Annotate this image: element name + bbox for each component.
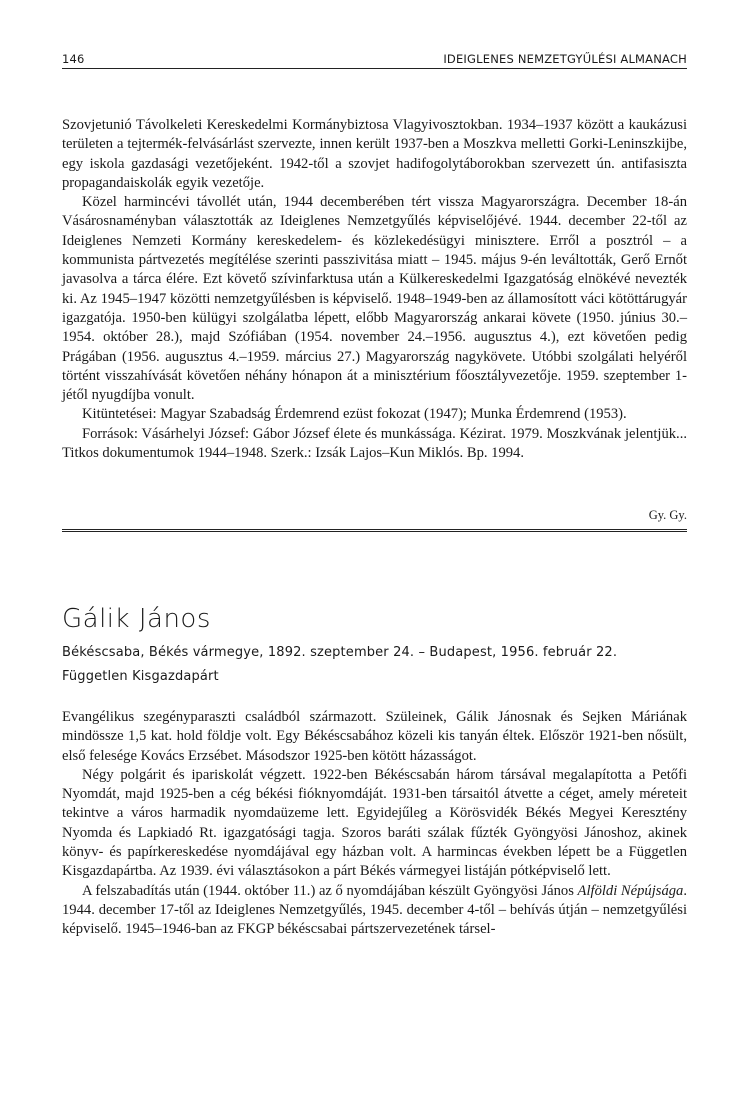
- paragraph: Négy polgárit és ipariskolát végzett. 1922-ben Békéscsabán három társával megalapította a Petőfi Nyomdát, majd 1925-ben a cég békési fióknyomdáját. 1931-ben társaitól átvette a céget, amely méreteit tekintve a város harmadik nyomdaüzeme lett. Egyidejűleg a Körösvidék Békés Megyei Keresztény Nyomda és Lapkiadó Rt. igazgatósági tagja. Szoros baráti szálak fűzték Gyöngyösi Jánoshoz, akinek könyv- és papírkereskedése nyomdájával egy házban volt. A harmincas években lépett be a Független Kisgazdapártba. Az 1939. évi választásokon a párt Békés vármegyei listáján pótképviselő lett.: [62, 766, 687, 880]
- running-head: [62, 52, 687, 69]
- entry-end-rule: [62, 529, 687, 532]
- text-span: . 1944. december 17-től az Ideiglenes Nemzetgyűlés, 1945. december 4-től – behívás útján – nemzetgyűlési képviselő. 1945–1946-ban az FKGP békéscsabai pártszervezetének társel-: [62, 882, 688, 938]
- paragraph: Szovjetunió Távolkeleti Kereskedelmi Kormánybiztosa Vlagyivosztokban. 1934–1937 között a kaukázusi területen a tejtermék-felvásárlást szervezte, innen került 1937-ben a Moszkva melletti Gorki-Leninszkijbe, egy iskola gazdasági vezetőjeként. 1942-től a szovjet hadifogolytáborokban szervezett ún. antifasiszta propagandaiskolák egyik vezetője.: [62, 117, 687, 191]
- paragraph: Evangélikus szegényparaszti családból származott. Szüleinek, Gálik Jánosnak és Sejken Máriának mindössze 1,5 kat. hold földje volt. Egy Békéscsabához közeli kis tanyán éltek. Először 1921-ben nősült, első felesége Kovács Erzsébet. Másodszor 1925-ben kötött házasságot.: [62, 709, 687, 764]
- awards-paragraph: Kitüntetései: Magyar Szabadság Érdemrend ezüst fokozat (1947); Munka Érdemrend (1953).: [82, 406, 627, 423]
- entry-birth-death: Békéscsaba, Békés vármegye, 1892. szeptember 24. – Budapest, 1956. február 22.: [62, 645, 618, 660]
- text-span: A felszabadítás után (1944. október 11.) az ő nyomdájában készült Gyöngyösi János: [82, 882, 578, 899]
- sources-paragraph: Források: Vásárhelyi József: Gábor József élete és munkássága. Kézirat. 1979. Moszkvának jelentjük... Titkos dokumentumok 1944–1948. Szerk.: Izsák Lajos–Kun Miklós. Bp. 1994.: [62, 425, 687, 462]
- running-title: IDEIGLENES NEMZETGYŰLÉSI ALMANACH: [443, 52, 687, 66]
- page-number: 146: [62, 52, 85, 66]
- paragraph: Közel harmincévi távollét után, 1944 decemberében tért vissza Magyarországra. December 18-án Vásárosnaményban választották az Ideiglenes Nemzetgyűlés képviselőjévé. 1944. december 22-től az Ideiglenes Nemzeti Kormány kereskedelem- és közlekedésügyi minisztere. Erről a posztról – a kommunista pártvezetés megítélése szerinti passzivitása miatt – 1945. május 9-én leváltották, Gerő Ernőt javasolva a tárca élére. Ezt követő szívinfarktusa után a Külkereskedelmi Igazgatóság elnökévé nevezték ki. Az 1945–1947 közötti nemzetgyűlésben is képviselő. 1948–1949-ben az államosított váci kötöttárugyár igazgatója. 1950-ben külügyi szolgálatba lépett, előbb Magyarország ankarai követe (1950. június 30.–1954. október 28.), majd Szófiában (1954. november 24.–1956. augusztus 4.), ezt követően pedig Prágában (1956. augusztus 4.–1959. március 27.) Magyarország nagykövete. Utóbbi szolgálati helyéről történt visszahívását követően néhány hónapon át a minisztérium főosztályvezetője. 1959. szeptember 1-jétől nyugdíjba vonult.: [62, 194, 687, 404]
- paragraph: [62, 882, 687, 940]
- entry-title: Gálik János: [62, 604, 211, 634]
- entry-party: Független Kisgazdapárt: [62, 669, 219, 684]
- newspaper-title: Alföldi Népújsága: [577, 882, 684, 899]
- previous-entry-body: [62, 116, 687, 463]
- entry-body: [62, 708, 687, 940]
- author-initials: Gy. Gy.: [648, 508, 687, 522]
